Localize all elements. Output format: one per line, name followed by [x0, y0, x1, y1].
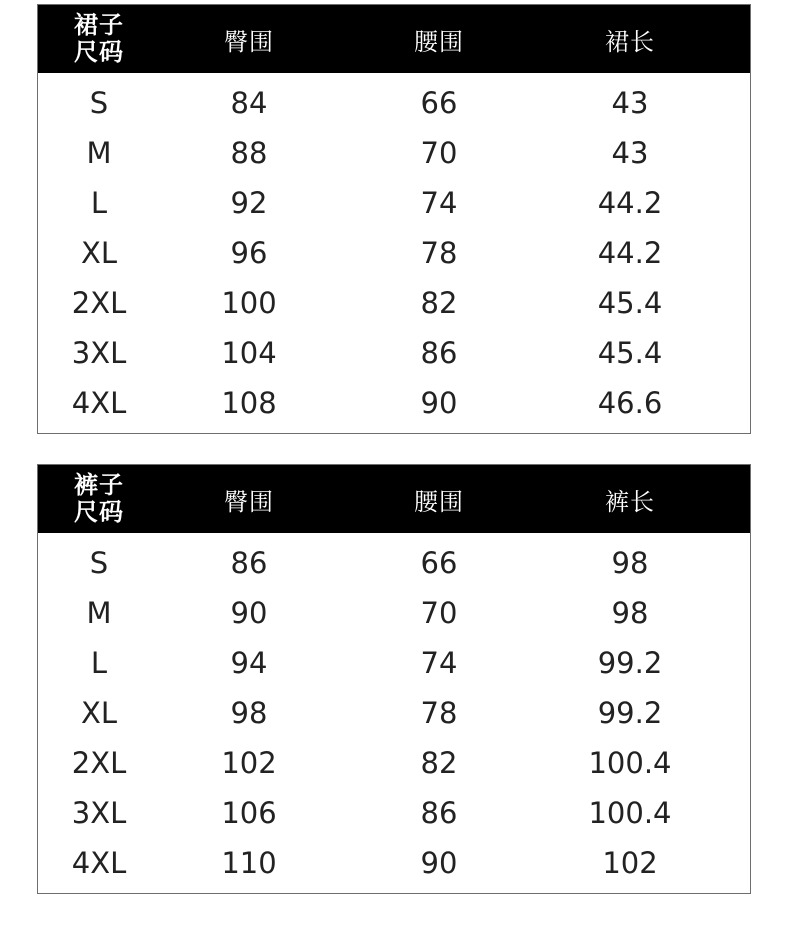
hip-cell: 86 — [230, 546, 268, 580]
waist-cell: 74 — [420, 646, 458, 680]
waist-cell: 66 — [420, 546, 458, 580]
size-header-line2: 尺码 — [74, 498, 124, 526]
length-cell: 45.4 — [597, 336, 663, 370]
hip-cell: 98 — [230, 696, 268, 730]
waist-cell: 86 — [420, 796, 458, 830]
size-header-line2: 尺码 — [74, 38, 124, 66]
waist-cell: 78 — [420, 236, 458, 270]
table-row — [38, 228, 750, 278]
size-column-header — [49, 5, 149, 73]
table-row — [38, 128, 750, 178]
table-row — [38, 278, 750, 328]
table-row — [38, 78, 750, 128]
length-cell: 43 — [611, 136, 649, 170]
length-cell: 44.2 — [597, 236, 663, 270]
table-row — [38, 738, 750, 788]
hip-cell: 108 — [221, 386, 277, 420]
waist-cell: 78 — [420, 696, 458, 730]
size-cell: L — [90, 186, 108, 220]
waist-cell: 86 — [420, 336, 458, 370]
length-column-header: 裙长 — [605, 27, 655, 56]
size-cell: L — [90, 646, 108, 680]
table-row — [38, 688, 750, 738]
hip-cell: 84 — [230, 86, 268, 120]
hip-cell: 94 — [230, 646, 268, 680]
size-column-header — [49, 465, 149, 533]
pants-table-header — [38, 465, 750, 533]
length-cell: 100.4 — [588, 796, 672, 830]
hip-cell: 100 — [221, 286, 277, 320]
waist-cell: 90 — [420, 386, 458, 420]
length-cell: 45.4 — [597, 286, 663, 320]
hip-cell: 96 — [230, 236, 268, 270]
size-cell: 3XL — [71, 336, 127, 370]
skirt-table-header — [38, 5, 750, 73]
hip-cell: 102 — [221, 746, 277, 780]
table-row — [38, 588, 750, 638]
size-cell: 2XL — [71, 286, 127, 320]
pants-table-body — [38, 538, 750, 888]
size-cell: S — [89, 86, 109, 120]
hip-cell: 88 — [230, 136, 268, 170]
size-cell: S — [89, 546, 109, 580]
waist-cell: 74 — [420, 186, 458, 220]
length-cell: 102 — [602, 846, 658, 880]
hip-column-header: 臀围 — [224, 27, 274, 56]
table-row — [38, 538, 750, 588]
length-cell: 46.6 — [597, 386, 663, 420]
waist-cell: 82 — [420, 286, 458, 320]
waist-cell: 70 — [420, 596, 458, 630]
hip-cell: 106 — [221, 796, 277, 830]
waist-column-header: 腰围 — [414, 27, 464, 56]
size-cell: M — [86, 596, 112, 630]
waist-cell: 82 — [420, 746, 458, 780]
table-row — [38, 788, 750, 838]
hip-cell: 92 — [230, 186, 268, 220]
hip-cell: 104 — [221, 336, 277, 370]
length-cell: 98 — [611, 596, 649, 630]
table-row — [38, 638, 750, 688]
skirt-size-table — [37, 4, 751, 434]
size-cell: 2XL — [71, 746, 127, 780]
size-cell: XL — [80, 236, 118, 270]
skirt-table-body — [38, 78, 750, 428]
size-header-line1: 裙子 — [74, 11, 124, 39]
table-row — [38, 178, 750, 228]
hip-cell: 110 — [221, 846, 277, 880]
table-row — [38, 378, 750, 428]
size-cell: 4XL — [71, 386, 127, 420]
hip-column-header: 臀围 — [224, 487, 274, 516]
table-row — [38, 328, 750, 378]
hip-cell: 90 — [230, 596, 268, 630]
waist-cell: 66 — [420, 86, 458, 120]
size-header-line1: 裤子 — [74, 471, 124, 499]
length-cell: 99.2 — [597, 646, 663, 680]
waist-column-header: 腰围 — [414, 487, 464, 516]
waist-cell: 70 — [420, 136, 458, 170]
table-row — [38, 838, 750, 888]
size-cell: 3XL — [71, 796, 127, 830]
length-cell: 100.4 — [588, 746, 672, 780]
length-column-header: 裤长 — [605, 487, 655, 516]
length-cell: 98 — [611, 546, 649, 580]
size-cell: XL — [80, 696, 118, 730]
pants-size-table — [37, 464, 751, 894]
length-cell: 43 — [611, 86, 649, 120]
length-cell: 44.2 — [597, 186, 663, 220]
size-cell: M — [86, 136, 112, 170]
waist-cell: 90 — [420, 846, 458, 880]
length-cell: 99.2 — [597, 696, 663, 730]
size-cell: 4XL — [71, 846, 127, 880]
